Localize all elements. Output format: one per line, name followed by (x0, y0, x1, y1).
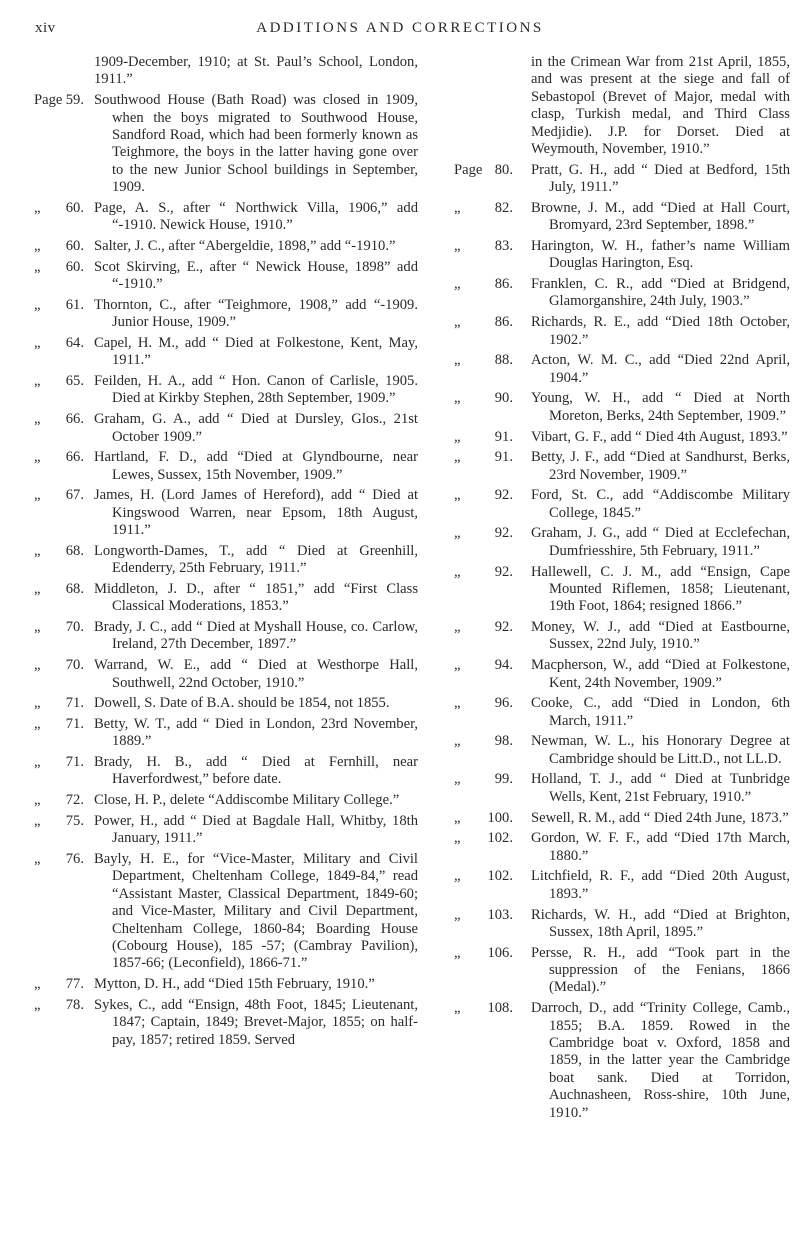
page-prefix: „ (454, 906, 461, 923)
entry-text: Longworth-Dames, T., add “ Died at Greenhill, Edenderry, 25th February, 1911.” (94, 542, 418, 577)
page-reference (34, 200, 94, 235)
correction-entry (34, 543, 418, 578)
page-prefix: „ (34, 996, 41, 1013)
page-ref-number: 60. (65, 199, 84, 216)
page-prefix: „ (34, 372, 41, 389)
correction-entry (34, 335, 418, 370)
correction-entry (34, 373, 418, 408)
page-reference (454, 352, 531, 387)
entry-text: Young, W. H., add “ Died at North Moreton, Berks, 24th September, 1909.” (531, 390, 790, 424)
page-reference (454, 619, 531, 654)
page-prefix: „ (454, 276, 461, 293)
correction-entry (454, 733, 790, 768)
page-reference (454, 390, 531, 425)
correction-entry (34, 997, 418, 1049)
page-ref-number: 91. (494, 428, 513, 445)
right-column (454, 54, 790, 1125)
correction-entry (454, 276, 790, 311)
correction-entry (34, 695, 418, 712)
page-ref-number: 106. (487, 944, 513, 961)
correction-entry (34, 754, 418, 789)
correction-entry (454, 1000, 790, 1122)
entry-text: Acton, W. M. C., add “Died 22nd April, 1904.” (531, 352, 790, 386)
page-prefix: „ (34, 657, 41, 674)
page-ref-number: 96. (494, 695, 513, 712)
page-prefix: „ (454, 657, 461, 674)
page-reference (34, 997, 94, 1049)
entry-text: Warrand, W. E., add “ Died at Westhorpe Hall, Southwell, 22nd October, 1910.” (94, 657, 418, 691)
page-ref-number: 86. (494, 276, 513, 293)
entry-text: Gordon, W. F. F., add “Died 17th March, 1880.” (531, 830, 790, 864)
entry-text: Franklen, C. R., add “Died at Bridgend, Glamorganshire, 24th July, 1903.” (531, 276, 790, 310)
correction-entry (34, 238, 418, 255)
correction-entry (34, 449, 418, 484)
entry-text: Southwood House (Bath Road) was closed in 1909, when the boys migrated to Southwood House, Sandford Road, which had been formerly known as Teighmore, the boys in the latter having gone over to the new Junior School buildings in September, 1909. (94, 92, 418, 196)
correction-entry (454, 810, 790, 827)
correction-entry (34, 411, 418, 446)
page-prefix: „ (34, 754, 41, 771)
page-reference (34, 716, 94, 751)
page-ref-number: 68. (65, 542, 84, 559)
page-reference (34, 335, 94, 370)
page-ref-number: 80. (494, 161, 513, 178)
page-reference (454, 830, 531, 865)
page-reference (34, 976, 94, 993)
entry-text: Hallewell, C. J. M., add “Ensign, Cape Mounted Riflemen, 1858; Lieutenant, 19th Foot, 1864; resigned 1866.” (531, 563, 790, 615)
page-prefix: „ (454, 868, 461, 885)
entry-text: Richards, W. H., add “Died at Brighton, Sussex, 18th April, 1895.” (531, 906, 790, 940)
page-ref-number: 92. (494, 563, 513, 580)
page-reference (454, 907, 531, 942)
page-prefix: „ (34, 976, 41, 993)
correction-entry (34, 581, 418, 616)
entry-text: Macpherson, W., add “Died at Folkestone, Kent, 24th November, 1909.” (531, 657, 790, 691)
page-reference (454, 276, 531, 311)
page-prefix: „ (454, 428, 461, 445)
entry-text: Sewell, R. M., add “ Died 24th June, 1873.” (531, 809, 789, 826)
entry-text: Vibart, G. F., add “ Died 4th August, 1893.” (531, 428, 788, 445)
correction-entry (34, 297, 418, 332)
entry-text: James, H. (Lord James of Hereford), add “ Died at Kingswood Warren, near Epsom, 18th August, 1911.” (94, 487, 418, 539)
page-prefix: „ (34, 411, 41, 428)
page-ref-number: 60. (65, 237, 84, 254)
correction-entry (34, 619, 418, 654)
page-reference (454, 314, 531, 349)
page-prefix: „ (454, 237, 461, 254)
entry-text: Hartland, F. D., add “Died at Glyndbourne, near Lewes, Sussex, 15th November, 1909.” (94, 449, 418, 483)
correction-entry (454, 695, 790, 730)
page-ref-number: 65. (65, 372, 84, 389)
page-ref-number: 88. (494, 352, 513, 369)
page-reference (454, 525, 531, 560)
page-reference (34, 695, 94, 712)
page-prefix: „ (34, 487, 41, 504)
page-ref-number: 59. (65, 92, 84, 109)
page-ref-number: 98. (494, 733, 513, 750)
correction-entry (454, 238, 790, 273)
page-reference (454, 657, 531, 692)
page-reference (34, 657, 94, 692)
page-reference (454, 238, 531, 273)
page-reference (454, 564, 531, 616)
page-ref-number: 82. (494, 199, 513, 216)
page-ref-number: 103. (487, 906, 513, 923)
entry-text: Cooke, C., add “Died in London, 6th March, 1911.” (531, 695, 790, 729)
entry-text: Browne, J. M., add “Died at Hall Court, Bromyard, 23rd September, 1898.” (531, 199, 790, 234)
page-reference (34, 487, 94, 539)
page-reference (454, 695, 531, 730)
entry-text: Darroch, D., add “Trinity College, Camb., 1855; B.A. 1859. Rowed in the Cambridge boat v. Oxford, 1858 and 1859, in the latter year the Cambridge boat sank. Died at Torridon, Auchnasheen, Ross-shire, 10th June, 1910.” (531, 1000, 790, 1121)
page-reference (454, 868, 531, 903)
page-prefix: „ (34, 695, 41, 712)
correction-entry (454, 54, 790, 158)
page-reference (454, 54, 531, 158)
page-ref-number: 102. (487, 868, 513, 885)
page-reference (34, 373, 94, 408)
page-prefix: „ (34, 619, 41, 636)
page-ref-number: 91. (494, 449, 513, 466)
page-prefix: „ (34, 792, 41, 809)
page-prefix: „ (34, 715, 41, 732)
correction-entry (34, 792, 418, 809)
page-prefix: „ (454, 830, 461, 847)
page-reference (34, 238, 94, 255)
page-prefix: „ (454, 563, 461, 580)
page-header (0, 20, 800, 44)
page-ref-number: 70. (65, 657, 84, 674)
entry-text: Pratt, G. H., add “ Died at Bedford, 15th July, 1911.” (531, 161, 790, 196)
page-ref-number: 72. (65, 792, 84, 809)
entry-text: Capel, H. M., add “ Died at Folkestone, Kent, May, 1911.” (94, 334, 418, 369)
page-ref-number: 92. (494, 487, 513, 504)
page-prefix: „ (454, 525, 461, 542)
page-reference (454, 449, 531, 484)
page-ref-number: 76. (65, 851, 84, 867)
page-reference (34, 92, 94, 196)
correction-entry (454, 525, 790, 560)
correction-entry (34, 92, 418, 196)
entry-text: Holland, T. J., add “ Died at Tunbridge Wells, Kent, 21st February, 1910.” (531, 771, 790, 805)
entry-text: Salter, J. C., after “Abergeldie, 1898,” add “-1910.” (94, 237, 396, 254)
page-reference (34, 813, 94, 848)
page-ref-number: 61. (65, 296, 84, 313)
correction-entry (454, 657, 790, 692)
page-reference (454, 1000, 531, 1122)
page-prefix: „ (34, 851, 41, 867)
correction-entry (454, 907, 790, 942)
page-reference (454, 200, 531, 235)
entry-text: Betty, W. T., add “ Died in London, 23rd November, 1889.” (94, 715, 418, 750)
page-ref-number: 92. (494, 525, 513, 542)
correction-entry (34, 976, 418, 993)
page-reference (454, 429, 531, 446)
page-reference (454, 487, 531, 522)
page-prefix: „ (454, 619, 461, 636)
entry-text: Litchfield, R. F., add “Died 20th August, 1893.” (531, 868, 790, 902)
page-prefix: Page (34, 92, 63, 109)
page-reference (34, 297, 94, 332)
entry-text: Thornton, C., after “Teighmore, 1908,” add “-1909. Junior House, 1909.” (94, 296, 418, 331)
page-prefix: „ (454, 695, 461, 712)
correction-entry (454, 564, 790, 616)
correction-entry (454, 945, 790, 997)
correction-entry (34, 716, 418, 751)
page-reference (34, 792, 94, 809)
correction-entry (34, 813, 418, 848)
page-prefix: „ (454, 390, 461, 407)
page-ref-number: 86. (494, 314, 513, 331)
page-prefix: „ (454, 771, 461, 788)
correction-entry (34, 54, 418, 89)
correction-entry (454, 390, 790, 425)
entry-text: Page, A. S., after “ Northwick Villa, 1906,” add “-1910. Newick House, 1910.” (94, 199, 418, 234)
page-ref-number: 70. (65, 619, 84, 636)
correction-entry (454, 868, 790, 903)
page-ref-number: 71. (65, 754, 84, 771)
entry-text: Money, W. J., add “Died at Eastbourne, Sussex, 22nd July, 1910.” (531, 619, 790, 653)
correction-entry (34, 657, 418, 692)
page-reference (34, 411, 94, 446)
entry-text: Brady, J. C., add “ Died at Myshall House, co. Carlow, Ireland, 27th December, 1897.” (94, 619, 418, 653)
page-reference (34, 851, 94, 973)
entry-text: Dowell, S. Date of B.A. should be 1854, not 1855. (94, 695, 390, 712)
page-prefix: „ (34, 334, 41, 351)
entry-text: Harington, W. H., father’s name William Douglas Harington, Esq. (531, 237, 790, 272)
correction-entry (454, 449, 790, 484)
correction-entry (454, 162, 790, 197)
entry-text: Richards, R. E., add “Died 18th October, 1902.” (531, 314, 790, 348)
page-reference (34, 259, 94, 294)
page-prefix: „ (34, 296, 41, 313)
page-reference (454, 810, 531, 827)
correction-entry (454, 487, 790, 522)
page-ref-number: 66. (65, 449, 84, 466)
correction-entry (454, 619, 790, 654)
correction-entry (454, 771, 790, 806)
page-reference (34, 581, 94, 616)
page-ref-number: 77. (65, 976, 84, 993)
entry-text: Graham, G. A., add “ Died at Dursley, Glos., 21st October 1909.” (94, 411, 418, 445)
page-ref-number: 71. (65, 695, 84, 712)
running-title: ADDITIONS AND CORRECTIONS (256, 20, 544, 36)
page-ref-number: 99. (494, 771, 513, 788)
entry-text: Graham, J. G., add “ Died at Ecclefechan, Dumfriesshire, 5th February, 1911.” (531, 525, 790, 559)
entry-text: Ford, St. C., add “Addiscombe Military College, 1845.” (531, 487, 790, 521)
page-ref-number: 108. (487, 1000, 513, 1017)
page-reference (34, 449, 94, 484)
page-reference (34, 54, 94, 89)
page-ref-number: 67. (65, 487, 84, 504)
entry-text: Mytton, D. H., add “Died 15th February, 1910.” (94, 976, 375, 993)
left-column (34, 54, 418, 1052)
page-prefix: „ (454, 314, 461, 331)
entry-text: 1909-December, 1910; at St. Paul’s School, London, 1911.” (94, 54, 418, 88)
page-prefix: „ (34, 542, 41, 559)
entry-text: Newman, W. L., his Honorary Degree at Cambridge should be Litt.D., not LL.D. (531, 733, 790, 767)
entry-text: Brady, H. B., add “ Died at Fernhill, near Haverfordwest,” before date. (94, 754, 418, 788)
page-prefix: „ (34, 199, 41, 216)
page-prefix: „ (454, 809, 461, 826)
entry-text: Betty, J. F., add “Died at Sandhurst, Berks, 23rd November, 1909.” (531, 449, 790, 483)
correction-entry (454, 200, 790, 235)
entry-text: in the Crimean War from 21st April, 1855, and was present at the siege and fall of Sebastopol (Brevet of Major, medal with clasp, Turkish medal, and Third Class Medjidie). J.P. for Dorset. Died at Weymouth, November, 1910.” (531, 54, 790, 158)
page-prefix: „ (34, 237, 41, 254)
page-ref-number: 102. (487, 830, 513, 847)
page-prefix: „ (454, 449, 461, 466)
page-reference (454, 771, 531, 806)
page-number: xiv (35, 20, 56, 36)
entry-text: Bayly, H. E., for “Vice-Master, Military and Civil Department, Cheltenham College, 1849-84,” read “Assistant Master, Classical Department, 1849-60; and Vice-Master, Military and Civil Department, Cheltenham College, 1860-84; Boarding House (Cobourg House), 185 -57; (Cambray Pavilion), 1857-66; (Leconfield), 1866-71.” (94, 851, 418, 972)
correction-entry (454, 314, 790, 349)
page-prefix: „ (34, 812, 41, 829)
page-ref-number: 92. (494, 619, 513, 636)
page-prefix: „ (454, 1000, 461, 1017)
entry-text: Power, H., add “ Died at Bagdale Hall, Whitby, 18th January, 1911.” (94, 812, 418, 847)
page-ref-number: 83. (494, 237, 513, 254)
page-prefix: „ (454, 352, 461, 369)
page-prefix: „ (454, 733, 461, 750)
page-prefix: „ (34, 258, 41, 275)
page-ref-number: 94. (494, 657, 513, 674)
page-reference (34, 543, 94, 578)
page-reference (454, 162, 531, 197)
entry-text: Sykes, C., add “Ensign, 48th Foot, 1845; Lieutenant, 1847; Captain, 1849; Brevet-Major, 1855; on half-pay, 1857; retired 1859. Served (94, 996, 418, 1048)
correction-entry (34, 851, 418, 973)
correction-entry (454, 429, 790, 446)
entry-text: Middleton, J. D., after “ 1851,” add “First Class Classical Moderations, 1853.” (94, 580, 418, 615)
page-prefix: „ (454, 944, 461, 961)
page-prefix: „ (34, 449, 41, 466)
entry-text: Feilden, H. A., add “ Hon. Canon of Carlisle, 1905. Died at Kirkby Stephen, 28th September, 1909.” (94, 372, 418, 407)
page-ref-number: 71. (65, 715, 84, 732)
page-reference (454, 733, 531, 768)
correction-entry (454, 830, 790, 865)
page-reference (454, 945, 531, 997)
page-reference (34, 619, 94, 654)
page-ref-number: 60. (65, 258, 84, 275)
page-prefix: „ (34, 580, 41, 597)
entry-text: Persse, R. H., add “Took part in the suppression of the Fenians, 1866 (Medal).” (531, 944, 790, 996)
page-ref-number: 100. (487, 809, 513, 826)
entry-text: Close, H. P., delete “Addiscombe Military College.” (94, 792, 400, 809)
correction-entry (34, 487, 418, 539)
page-ref-number: 90. (494, 390, 513, 407)
page-prefix: Page (454, 161, 483, 178)
page-prefix: „ (454, 487, 461, 504)
entry-text: Scot Skirving, E., after “ Newick House, 1898” add “-1910.” (94, 258, 418, 293)
page-ref-number: 66. (65, 411, 84, 428)
correction-entry (454, 352, 790, 387)
correction-entry (34, 259, 418, 294)
page-ref-number: 78. (65, 996, 84, 1013)
correction-entry (34, 200, 418, 235)
page-ref-number: 64. (65, 334, 84, 351)
page-prefix: „ (454, 199, 461, 216)
page-ref-number: 68. (65, 580, 84, 597)
page-reference (34, 754, 94, 789)
page-ref-number: 75. (65, 812, 84, 829)
